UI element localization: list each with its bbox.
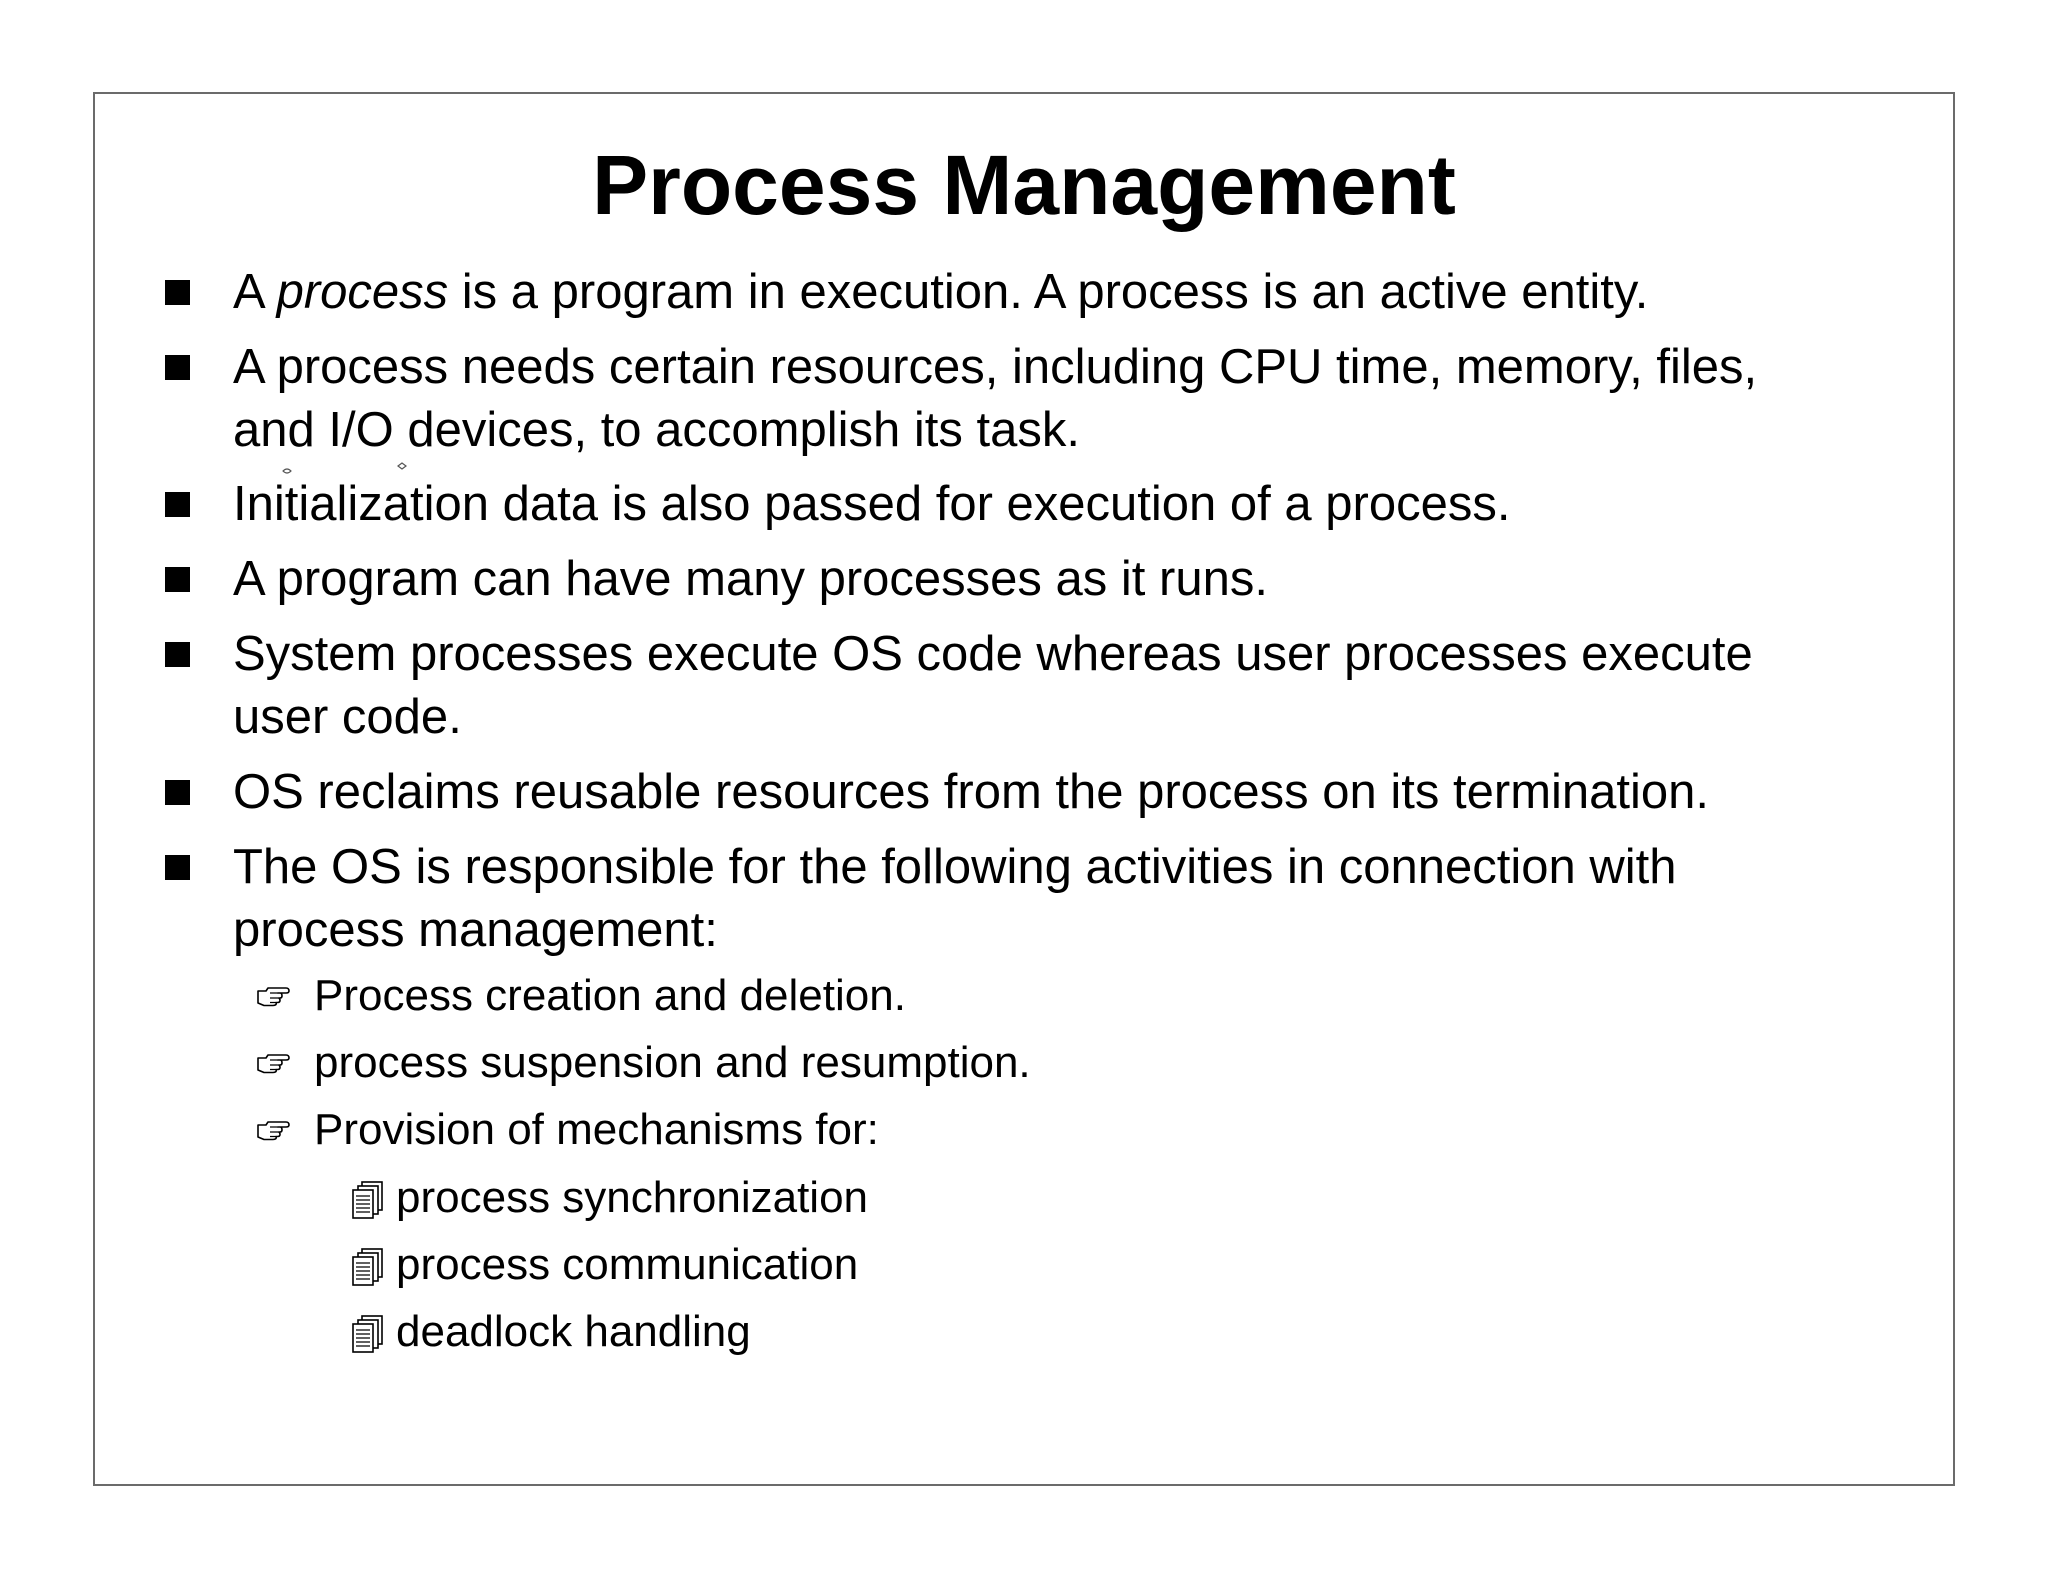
sub-sub-bullet-deadlock: deadlock handling [396,1307,751,1356]
sub-sub-bullet-communication: process communication [396,1240,859,1289]
bullet-resources-line-1: A process needs certain resources, including CPU time, memory, files, [233,340,1758,394]
sub-bullet-suspension-resumption: process suspension and resumption. [314,1038,1031,1087]
square-bullet-icon [165,780,190,805]
documents-icon [350,1314,386,1356]
bullet-many-processes: A program can have many processes as it runs. [233,552,1268,606]
bullet-os-responsible-line-2: process management: [233,903,718,957]
bullet-system-processes-line-1: System processes execute OS code whereas user processes execute [233,627,1753,681]
pointing-hand-icon [256,983,292,1007]
bullet-1-emphasis: process [276,265,449,319]
square-bullet-icon [165,642,190,667]
bullet-os-reclaims: OS reclaims reusable resources from the process on its termination. [233,765,1710,819]
bullet-resources-line-2: and I/O devices, to accomplish its task. [233,403,1080,457]
pointing-hand-icon [256,1117,292,1141]
bullet-os-responsible-line-1: The OS is responsible for the following activities in connection with [233,840,1677,894]
square-bullet-icon [165,567,190,592]
bullet-system-processes-line-2: user code. [233,690,462,744]
sub-bullet-provision-mechanisms: Provision of mechanisms for: [314,1105,879,1154]
bullet-initialization: Initialization data is also passed for execution of a process. [233,477,1511,531]
documents-icon [350,1180,386,1222]
square-bullet-icon [165,855,190,880]
square-bullet-icon [165,492,190,517]
sub-sub-bullet-synchronization: process synchronization [396,1173,869,1222]
documents-icon [350,1247,386,1289]
bullet-1-post: is a program in execution. A process is an active entity. [448,265,1649,319]
slide-title: Process Management [592,138,1456,232]
square-bullet-icon [165,355,190,380]
square-bullet-icon [165,280,190,305]
stray-mark-icon [397,462,407,470]
bullet-process-definition [233,260,1888,324]
sub-bullet-creation-deletion: Process creation and deletion. [314,971,906,1020]
bullet-1-pre: A [233,265,277,319]
pointing-hand-icon [256,1050,292,1074]
